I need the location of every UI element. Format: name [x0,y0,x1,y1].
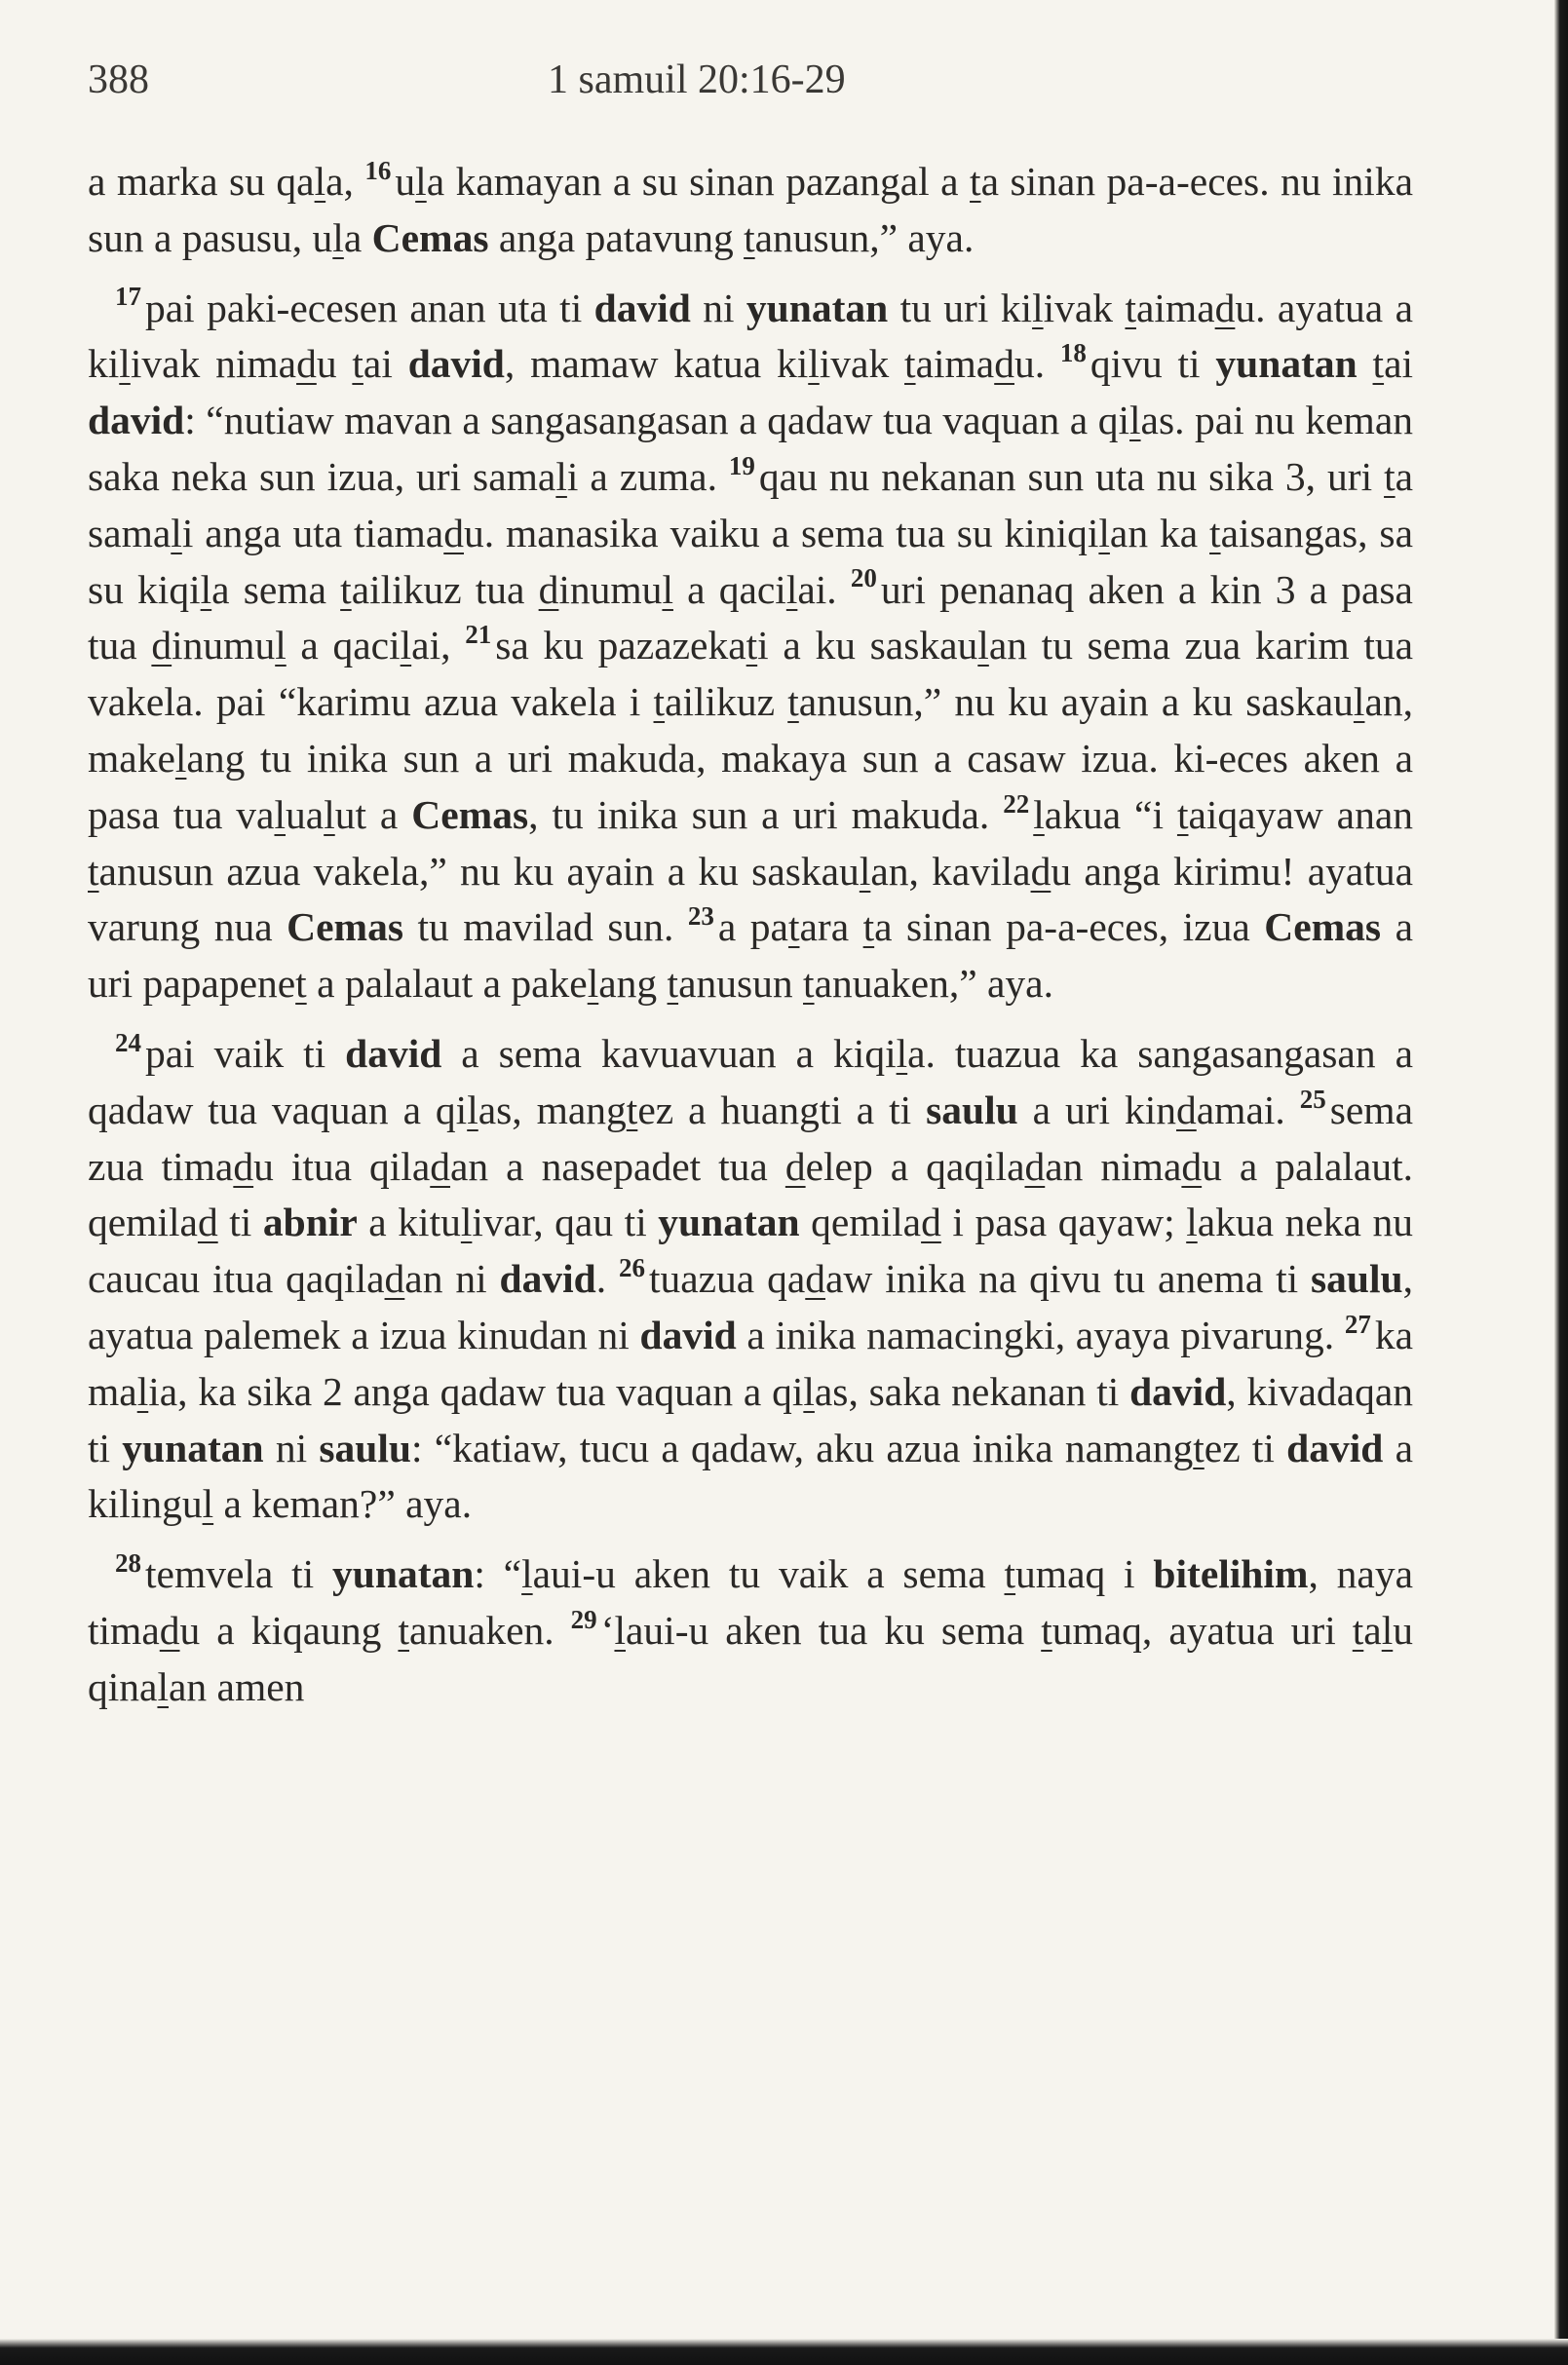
text-run: a [1363,1607,1382,1653]
text-run: u qina [88,1607,1413,1709]
verse-number: 19 [728,450,755,480]
underlined-letter: t [1352,1607,1364,1653]
underlined-letter: l [119,341,131,387]
text-run: u a palalaut. qemila [88,1143,1413,1245]
text-run: ti [217,1200,263,1245]
text-run: ang [598,961,668,1007]
verse-number: 17 [115,282,141,312]
underlined-letter: l [977,623,989,668]
text-run: tu uri ki [888,285,1033,330]
underlined-letter: l [467,1087,478,1132]
underlined-letter: l [587,961,599,1007]
text-run: umaq, ayatua uri [1052,1607,1353,1653]
text-run: a pa [717,904,788,950]
bold-name: david [88,398,185,443]
text-run: : “nutiaw mavan a sangasangasan a qadaw tua vaquan a qi [184,398,1130,443]
underlined-letter: l [200,566,212,612]
text-run: a [343,214,372,260]
bold-name: yunatan [746,285,889,330]
bold-name: david [345,1030,442,1076]
underlined-letter: l [859,848,871,894]
text-run: a uri kin [1017,1087,1177,1132]
text-run: ai [1384,341,1414,387]
text-run: a kilingu [88,1425,1414,1527]
text-run: sa ku pazazeka [495,623,746,668]
underlined-letter: t [787,904,800,950]
running-head: 1 samuil 20:16-29 [548,57,846,102]
text-run: ai, [411,623,466,668]
underlined-letter: l [555,453,567,499]
underlined-letter: l [332,214,344,260]
verse-number: 28 [115,1547,141,1578]
verse-number: 25 [1299,1084,1326,1114]
underlined-letter: t [667,961,679,1007]
text-run: ara [799,904,863,950]
text-run: an, kavila [870,848,1031,894]
text-run: ez a huangti a ti [637,1087,927,1132]
text-run: ai. [797,566,851,612]
underlined-letter: l [785,566,798,612]
text-run: anusun,” aya. [754,214,975,260]
underlined-letter: d [994,341,1014,387]
underlined-letter: d [151,623,172,668]
underlined-letter: t [970,159,981,204]
underlined-letter: t [295,961,307,1007]
text-run: an ni [404,1256,500,1302]
text-run: akua neka nu caucau itua qaqila [88,1200,1414,1302]
text-run: ‘ [600,1607,615,1653]
text-run: uri penanaq aken a kin 3 a pasa tua [88,566,1413,668]
text-run: aw inika na qivu tu anema ti [825,1256,1312,1302]
bold-name: Cemas [371,214,489,260]
text-run: qau nu nekanan sun uta nu sika 3, uri [758,453,1385,499]
underlined-letter: l [808,341,820,387]
text-run: ai [363,341,408,387]
text-run: anusun azua vakela,” nu ku ayain a ku saskau [98,848,860,894]
underlined-letter: t [1372,341,1385,387]
text-run: a sema [211,566,341,612]
page-header [88,57,1413,115]
underlined-letter: d [443,510,464,555]
underlined-letter: t [744,214,755,260]
text-run: an tu sema zua karim tua vakela. pai “karimu azua vakela i [88,623,1414,725]
bold-name: david [1129,1368,1227,1414]
text-run: a inika namacingki, ayaya pivarung. [736,1312,1345,1357]
text-run: anuaken,” aya. [814,961,1053,1007]
underlined-letter: d [430,1143,451,1189]
underlined-letter: t [803,961,815,1007]
text-run: u. [1013,341,1060,387]
text-run: anusun,” nu ku ayain a ku saskau [798,679,1354,725]
text-run: u. ayatua a ki [88,285,1413,387]
text-run: u itua qila [253,1143,431,1189]
verse-number: 20 [850,563,877,593]
text-run: a sama [88,453,1414,555]
underlined-letter: l [1129,398,1141,443]
text-run: ia, ka sika 2 anga qadaw tua vaquan a qi [148,1368,804,1414]
text-run: anusun [678,961,804,1007]
underlined-letter: l [803,1368,815,1414]
bold-name: Cemas [411,791,529,837]
underlined-letter: t [904,341,916,387]
bold-name: saulu [1311,1256,1403,1302]
verse-number: 16 [364,155,392,185]
text-run: , mamaw katua ki [504,341,809,387]
underlined-letter: l [324,791,335,837]
underlined-letter: d [1176,1087,1197,1132]
paragraph [88,1546,1413,1715]
underlined-letter: l [400,623,412,668]
text-run: an a nasepadet tua [450,1143,785,1189]
text-run: ni [690,285,746,330]
underlined-letter: d [921,1200,941,1245]
underlined-letter: t [398,1607,409,1653]
text-run: : “ [474,1551,522,1597]
bold-name: abnir [262,1200,358,1245]
text-run: pai vaik ti [145,1030,346,1076]
text-run: i pasa qayaw; [940,1200,1187,1245]
underlined-letter: l [275,623,287,668]
text-run: a keman?” aya. [213,1481,473,1527]
text-run: temvela ti [145,1551,333,1597]
text-run: , ayatua palemek a izua kinudan ni [88,1256,1413,1357]
underlined-letter: t [340,566,352,612]
text-run: an, make [88,679,1413,781]
text-run: aui-u aken tua ku sema [626,1607,1042,1653]
bold-name: yunatan [658,1200,800,1245]
underlined-letter: t [653,679,666,725]
text-run: i a ku saskau [757,623,978,668]
underlined-letter: d [159,1607,180,1653]
text-run: qivu ti [1090,341,1216,387]
text-run: a uri papapene [88,904,1413,1007]
text-run [1358,341,1373,386]
text-run: anuaken. [408,1607,571,1653]
underlined-letter: t [352,341,363,387]
bold-name: yunatan [122,1425,264,1470]
text-run: ni [263,1425,320,1470]
text-run: a qaci [672,566,786,612]
text-run: anga patavung [488,214,745,260]
bold-name: david [1286,1425,1384,1470]
paragraph [88,281,1413,1012]
underlined-letter: d [1030,848,1052,894]
underlined-letter: d [1024,1143,1046,1189]
text-run: u anga kirimu! ayatua varung nua [88,848,1413,950]
verse-number: 29 [570,1604,597,1634]
underlined-letter: l [662,566,673,612]
text-run: ivar, qau ti [472,1200,659,1245]
text-run: a marka su qa [88,159,315,204]
underlined-letter: d [1214,285,1236,330]
underlined-letter: t [787,679,799,725]
text-run: a, [325,159,365,204]
text-run: ka ma [88,1312,1413,1414]
verse-number: 22 [1003,788,1030,819]
bold-name: david [407,341,505,387]
underlined-letter: t [746,623,758,668]
text-run: i a zuma. [566,453,729,499]
text-run: ivak nima [130,341,297,387]
underlined-letter: t [1125,285,1136,330]
text-run: aisangas, sa su kiqi [88,510,1413,612]
text-run: akua “i [1044,791,1177,837]
verse-number: 27 [1344,1309,1371,1339]
underlined-letter: l [136,1368,149,1414]
text-run: a kitu [357,1200,461,1245]
underlined-letter: l [1381,1607,1394,1653]
bold-name: yunatan [332,1551,475,1597]
underlined-letter: l [1098,510,1110,555]
underlined-letter: l [521,1551,533,1597]
paragraph [88,1026,1413,1533]
underlined-letter: d [538,566,559,612]
verse-number: 23 [687,901,714,932]
underlined-letter: l [614,1607,626,1653]
underlined-letter: l [415,159,427,204]
text-run: an ka [1109,510,1210,555]
underlined-letter: t [88,848,99,894]
text-run: , kivadaqan ti [88,1368,1413,1470]
body-text [88,154,1413,1716]
text-run: a palalaut a pake [306,961,588,1007]
text-run: ailikuz tua [351,566,539,612]
text-run: aiqayaw anan [1188,791,1413,837]
text-run: inumu [172,623,276,668]
underlined-letter: l [1033,791,1045,837]
underlined-letter: d [197,1200,218,1245]
bold-name: Cemas [287,904,403,950]
text-run: : “katiaw, tucu a qadaw, aku azua inika namang [410,1425,1194,1470]
text-run: sema zua tima [88,1087,1413,1189]
text-run: u [395,159,416,204]
text-run: a. tuazua ka sangasangasan a qadaw tua vaquan a qi [88,1030,1413,1132]
underlined-letter: l [1032,285,1044,330]
underlined-letter: t [1041,1607,1052,1653]
underlined-letter: d [1181,1143,1203,1189]
text-run: elep a qaqila [805,1143,1025,1189]
verse-number: 26 [618,1252,645,1282]
page-bottom-shadow [0,2339,1568,2365]
underlined-letter: l [1186,1200,1198,1245]
underlined-letter: l [157,1663,169,1709]
page-number: 388 [88,57,149,102]
underlined-letter: l [1353,679,1365,725]
bold-name: bitelihim [1153,1551,1309,1597]
bold-name: david [639,1312,737,1357]
underlined-letter: d [805,1256,826,1302]
text-run: aima [915,341,995,387]
paragraph [88,154,1413,267]
underlined-letter: l [460,1200,473,1245]
text-run: tu mavilad sun. [402,904,688,950]
bold-name: david [593,285,691,330]
text-run: qemila [799,1200,922,1245]
text-run: a sinan pa-a-eces. nu inika sun a pasusu, u [88,159,1413,260]
underlined-letter: t [1209,510,1221,555]
text-run: . [595,1256,619,1302]
underlined-letter: t [1193,1425,1205,1470]
underlined-letter: d [384,1256,405,1302]
text-run: as, saka nekanan ti [814,1368,1130,1414]
text-run: an nima [1045,1143,1182,1189]
underlined-letter: l [314,159,326,204]
bold-name: Cemas [1264,904,1382,950]
text-run: u. manasika vaiku a sema tua su kiniqi [463,510,1099,555]
text-run: u [316,341,353,387]
text-run: ang tu inika sun a uri makuda, makaya sun a casaw izua. ki-eces aken a pasa tua va [88,735,1413,837]
underlined-letter: t [862,904,875,950]
text-run: i anga uta tiama [181,510,444,555]
verse-number: 18 [1059,338,1087,368]
text-run: a sinan pa-a-eces, izua [874,904,1265,950]
text-run: amai. [1196,1087,1300,1132]
page-edge-shadow [1554,0,1568,2365]
text-run: a qaci [286,623,401,668]
verse-number: 21 [465,620,492,650]
text-run: tuazua qa [648,1256,806,1302]
text-run: aima [1135,285,1215,330]
text-run: aui-u aken tu vaik a sema [532,1551,1005,1597]
text-run: , naya tima [88,1551,1414,1653]
text-run: u a kiqaung [179,1607,399,1653]
underlined-letter: d [784,1143,806,1189]
text-run: as. pai nu keman saka neka sun izua, uri sama [88,398,1413,499]
underlined-letter: t [1384,453,1396,499]
underlined-letter: l [274,791,287,837]
text-run: ut a [334,791,412,837]
text-run: , tu inika sun a uri makuda. [528,791,1004,837]
underlined-letter: l [896,1030,908,1076]
verse-number: 24 [115,1027,141,1057]
underlined-letter: l [171,510,182,555]
bold-name: yunatan [1215,341,1358,387]
text-run: ivak [1043,285,1126,330]
text-run: ivak [819,341,905,387]
text-run: ez ti [1204,1425,1287,1470]
text-run: a sema kavuavuan a kiqi [441,1030,897,1076]
text-run: inumu [558,566,663,612]
bold-name: saulu [926,1087,1018,1132]
underlined-letter: d [296,341,317,387]
bold-name: david [499,1256,596,1302]
text-run: as, mang [478,1087,627,1132]
underlined-letter: l [202,1481,214,1527]
underlined-letter: d [233,1143,254,1189]
underlined-letter: l [174,735,187,781]
text-run: a kamayan a su sinan pazangal a [426,159,971,204]
text-run: pai paki-ecesen anan uta ti [145,285,594,330]
underlined-letter: t [1004,1551,1016,1597]
text-run: ua [286,791,325,837]
underlined-letter: t [1176,791,1189,837]
text-run: an amen [168,1663,305,1709]
bold-name: saulu [319,1425,411,1470]
underlined-letter: t [626,1087,638,1132]
text-run: umaq i [1015,1551,1154,1597]
text-run: ailikuz [665,679,788,725]
